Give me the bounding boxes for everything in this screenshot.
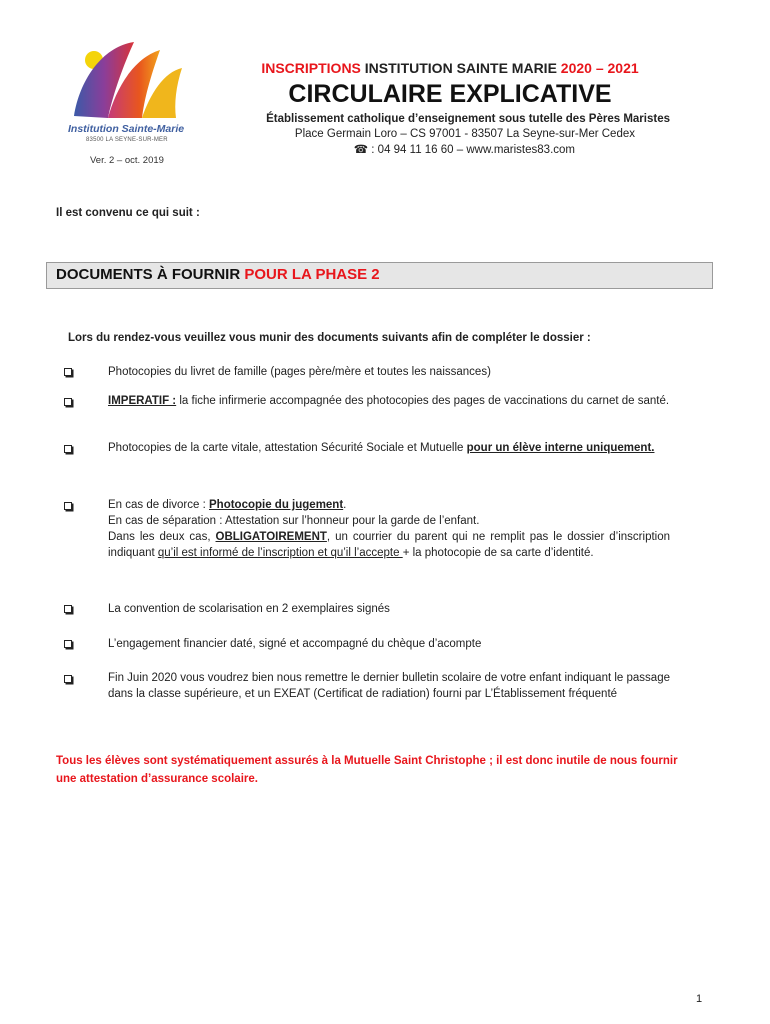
imperatif-label: IMPERATIF : bbox=[108, 395, 177, 407]
list-item-livret: Photocopies du livret de famille (pages père/mère et toutes les naissances) bbox=[108, 366, 491, 378]
both-cases-text: Dans les deux cas, bbox=[108, 531, 216, 543]
list-item-carte-vitale bbox=[108, 440, 670, 456]
checkbox-icon bbox=[64, 502, 72, 510]
interne-emphasis: pour un élève interne uniquement. bbox=[466, 442, 655, 454]
header-subtitle: Établissement catholique d’enseignement sous tutelle des Pères Maristes bbox=[266, 113, 670, 125]
institution-logo bbox=[64, 38, 204, 166]
separation-line: En cas de séparation : Attestation sur l’honneur pour la garde de l’enfant. bbox=[108, 515, 480, 527]
divorce-period: . bbox=[343, 499, 347, 511]
header-address: Place Germain Loro – CS 97001 - 83507 La Seyne-sur-Mer Cedex bbox=[294, 128, 635, 140]
list-item-divorce bbox=[108, 497, 670, 561]
courrier-text: , un courrier du parent qui ne remplit pas le dossier d’inscription indiquant bbox=[108, 531, 671, 559]
obligatoirement-emphasis: OBLIGATOIREMENT bbox=[215, 531, 327, 543]
informe-emphasis: qu’il est informé de l’inscription et qu’il l’accepte bbox=[157, 547, 403, 559]
section-title-phase: POUR LA PHASE 2 bbox=[244, 266, 380, 283]
list-item-engagement: L’engagement financier daté, signé et accompagné du chèque d’acompte bbox=[108, 638, 482, 650]
divorce-line bbox=[108, 497, 670, 513]
section-title-main: DOCUMENTS À FOURNIR bbox=[56, 266, 245, 283]
header-phone-line bbox=[230, 142, 575, 156]
divorce-text: En cas de divorce : bbox=[108, 499, 209, 511]
checkbox-icon bbox=[64, 398, 72, 406]
both-cases-line bbox=[108, 529, 670, 561]
list-item-bulletin: Fin Juin 2020 vous voudrez bien nous remettre le dernier bulletin scolaire de votre enfant indiquant le passage dans la classe supérieure, et un EXEAT (Certificat de radiation) fourni par L’Établissement fréquenté bbox=[108, 672, 670, 700]
agreement-intro: Il est convenu ce qui suit : bbox=[56, 207, 200, 219]
checkbox-icon bbox=[64, 640, 72, 648]
header-phone: : 04 94 11 16 60 – www.maristes83.com bbox=[368, 144, 575, 156]
header-inscriptions-word: INSCRIPTIONS bbox=[261, 60, 361, 76]
carte-vitale-text: Photocopies de la carte vitale, attestation Sécurité Sociale et Mutuelle bbox=[108, 442, 467, 454]
checkbox-icon bbox=[64, 368, 72, 376]
checkbox-icon bbox=[64, 445, 72, 453]
documents-intro: Lors du rendez-vous veuillez vous munir des documents suivants afin de compléter le dossier : bbox=[68, 332, 591, 344]
checkbox-icon bbox=[64, 675, 72, 683]
list-item-fiche-infirmerie bbox=[108, 393, 670, 409]
version-label: Ver. 2 – oct. 2019 bbox=[90, 155, 164, 166]
insurance-note: Tous les élèves sont systématiquement assurés à la Mutuelle Saint Christophe ; il est donc inutile de nous fournir une attestation d’assurance scolaire. bbox=[56, 755, 678, 785]
page-number: 1 bbox=[696, 993, 703, 1005]
phone-icon: ☎ bbox=[353, 144, 369, 156]
header-inscriptions-line bbox=[240, 60, 660, 76]
header-institution-name: INSTITUTION SAINTE MARIE bbox=[360, 60, 561, 76]
logo-city: 83500 LA SEYNE-SUR-MER bbox=[86, 137, 168, 143]
jugement-emphasis: Photocopie du jugement bbox=[209, 499, 344, 511]
checkbox-icon bbox=[64, 605, 72, 613]
carte-identite-text: + la photocopie de sa carte d’identité. bbox=[402, 547, 594, 559]
logo-name: Institution Sainte-Marie bbox=[68, 123, 185, 135]
section-title bbox=[56, 266, 380, 283]
fiche-infirmerie-text: la fiche infirmerie accompagnée des photocopies des pages de vaccinations du carnet de santé. bbox=[176, 395, 670, 407]
page-title: CIRCULAIRE EXPLICATIVE bbox=[288, 80, 612, 108]
header-school-year: 2020 – 2021 bbox=[560, 60, 639, 76]
list-item-convention: La convention de scolarisation en 2 exemplaires signés bbox=[108, 603, 390, 615]
